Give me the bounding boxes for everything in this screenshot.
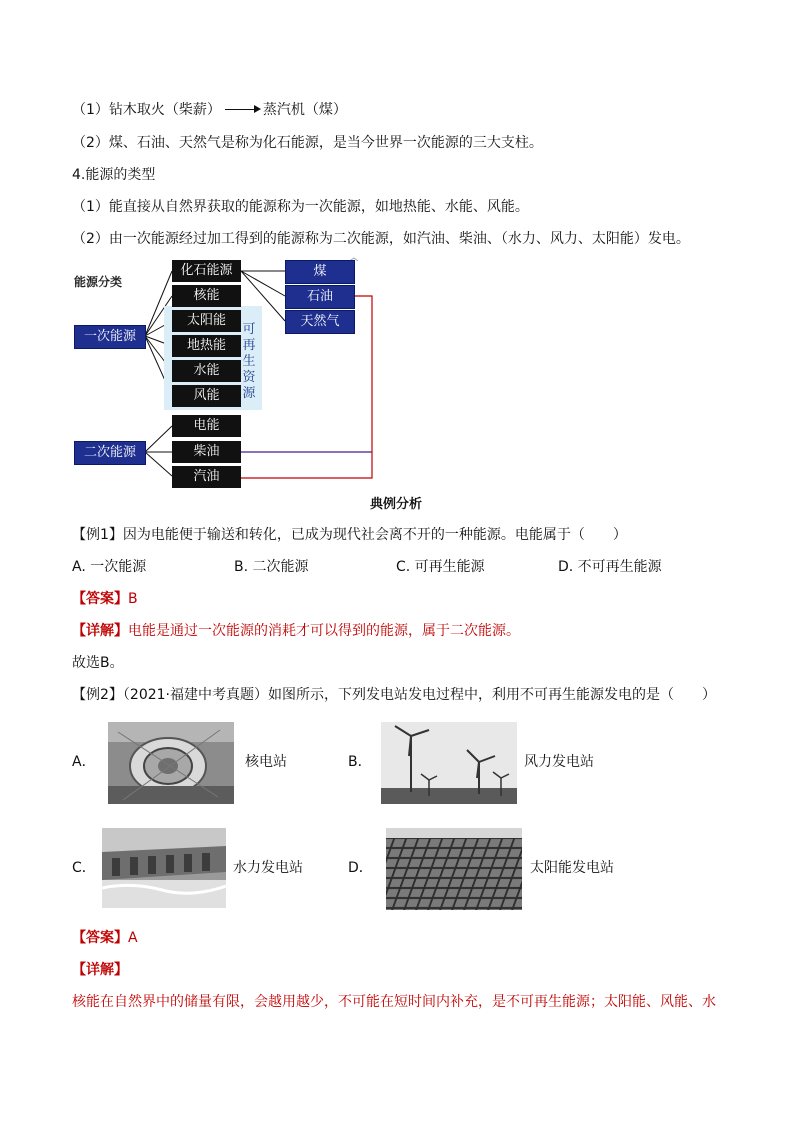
electricity-box: 电能 (172, 415, 241, 437)
example1-answer (72, 589, 138, 609)
wind-farm-photo (381, 722, 517, 804)
gasoline-box: 汽油 (172, 466, 241, 488)
history-item-1-left: （1）钻木取火（柴薪） (72, 102, 221, 118)
solar-energy-box: 太阳能 (172, 310, 241, 332)
section-heading-energy-types: 4.能源的类型 (72, 167, 156, 183)
history-item-1-right: 蒸汽机（煤） (262, 102, 347, 118)
diagram-title: 能源分类 (74, 275, 123, 289)
example2-option-c-caption: 水力发电站 (233, 860, 303, 876)
solar-plant-photo (386, 828, 522, 910)
example2-option-d-caption: 太阳能发电站 (530, 860, 614, 876)
oil-box: 石油 (285, 285, 355, 309)
section-title-examples: 典例分析 (370, 497, 423, 512)
history-item-2: （2）煤、石油、天然气是称为化石能源，是当今世界一次能源的三大支柱。 (72, 135, 543, 151)
example2-option-c-letter: C． (72, 860, 96, 876)
example2-option-b-caption: 风力发电站 (524, 754, 594, 770)
example2-detail-label: 【详解】 (72, 962, 128, 978)
example1-option-b: B. 二次能源 (234, 559, 309, 575)
types-item-1: （1）能直接从自然界获取的能源称为一次能源，如地热能、水能、风能。 (72, 199, 529, 215)
hydro-plant-photo (102, 828, 226, 908)
primary-energy-box: 一次能源 (74, 325, 146, 349)
diagram-connectors (0, 0, 794, 500)
geothermal-energy-box: 地热能 (172, 335, 241, 357)
example2-answer-value: A (128, 930, 138, 946)
natural-gas-box: 天然气 (285, 310, 355, 334)
nuclear-plant-photo (108, 722, 234, 804)
example2-detail-text: 核能在自然界中的储量有限，会越用越少，不可能在短时间内补充，是不可再生能源；太阳能、风能、水 (72, 994, 716, 1010)
example1-detail-text: 电能是通过一次能源的消耗才可以得到的能源，属于二次能源。 (128, 623, 520, 639)
example1-question: 【例1】因为电能便于输送和转化，已成为现代社会离不开的一种能源。电能属于（ ） (72, 527, 627, 543)
renewable-label: 可再生资源 (242, 322, 256, 401)
example2-answer (72, 928, 138, 948)
diesel-box: 柴油 (172, 441, 241, 463)
wind-energy-box: 风能 (172, 385, 241, 407)
example1-answer-value: B (128, 591, 138, 607)
example2-option-d-letter: D． (348, 860, 373, 876)
example2-answer-label: 【答案】 (72, 930, 128, 946)
example2-question: 【例2】（2021·福建中考真题）如图所示，下列发电站发电过程中，利用不可再生能源发电的是（ ） (72, 687, 716, 703)
nuclear-energy-box: 核能 (172, 285, 241, 307)
example1-option-d: D. 不可再生能源 (558, 559, 662, 575)
coal-box: 煤 (285, 260, 355, 284)
example1-option-c: C. 可再生能源 (396, 559, 485, 575)
example1-detail (72, 621, 520, 641)
example2-option-b-letter: B． (348, 754, 372, 770)
example1-conclusion: 故选B。 (72, 655, 124, 671)
fossil-energy-box: 化石能源 (172, 260, 241, 282)
types-item-2: （2）由一次能源经过加工得到的能源称为二次能源，如汽油、柴油、（水力、风力、太阳能）发电。 (72, 231, 690, 247)
example1-option-a: A. 一次能源 (72, 559, 147, 575)
example1-answer-label: 【答案】 (72, 591, 128, 607)
example2-option-a-caption: 核电站 (245, 754, 287, 770)
secondary-energy-box: 二次能源 (74, 441, 146, 465)
example2-option-a-letter: A． (72, 754, 96, 770)
example1-detail-label: 【详解】 (72, 623, 128, 639)
hydro-energy-box: 水能 (172, 360, 241, 382)
